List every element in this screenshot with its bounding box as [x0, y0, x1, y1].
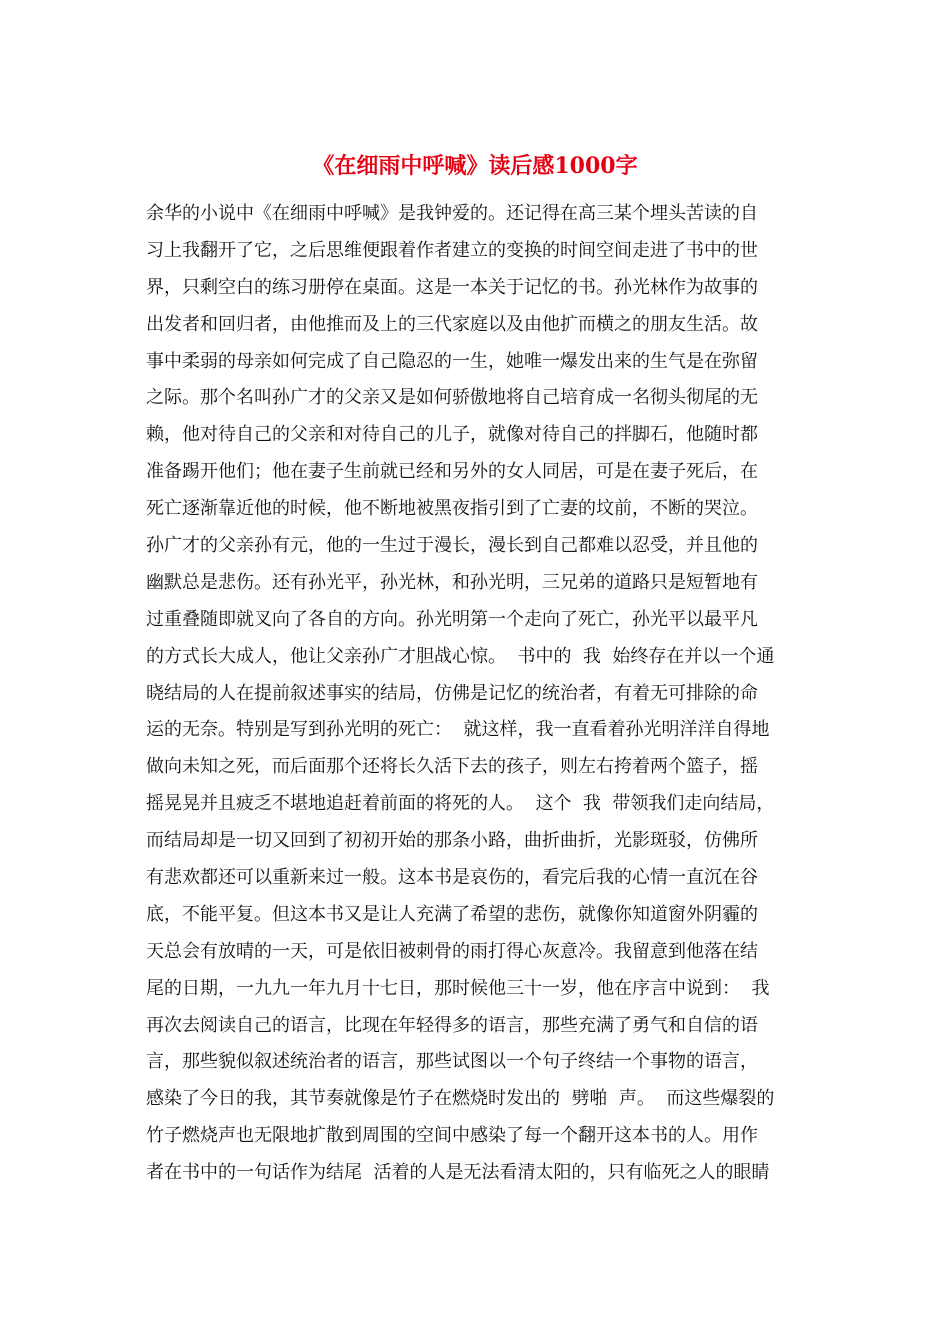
- body-text-line: 天总会有放晴的一天，可是依旧被刺骨的雨打得心灰意冷。我留意到他落在结: [146, 940, 758, 962]
- body-text-line: 的方式长大成人，他让父亲孙广才胆战心惊。 书中的 我 始终存在并以一个通: [146, 645, 775, 667]
- body-text-line: 有悲欢都还可以重新来过一般。这本书是哀伤的，看完后我的心情一直沉在谷: [146, 867, 758, 889]
- body-text-line: 竹子燃烧声也无限地扩散到周围的空间中感染了每一个翻开这本书的人。用作: [146, 1125, 758, 1147]
- body-text-line: 界，只剩空白的练习册停在桌面。这是一本关于记忆的书。孙光林作为故事的: [146, 276, 758, 298]
- body-text-line: 尾的日期，一九九一年九月十七日，那时候他三十一岁，他在序言中说到： 我: [146, 977, 770, 999]
- body-text-line: 感染了今日的我，其节奏就像是竹子在燃烧时发出的 劈啪 声。 而这些爆裂的: [146, 1088, 775, 1110]
- body-text-line: 晓结局的人在提前叙述事实的结局，仿佛是记忆的统治者，有着无可排除的命: [146, 682, 758, 704]
- body-text-line: 者在书中的一句话作为结尾 活着的人是无法看清太阳的，只有临死之人的眼睛: [146, 1162, 770, 1184]
- body-text-line: 幽默总是悲伤。还有孙光平，孙光林，和孙光明，三兄弟的道路只是短暂地有: [146, 571, 758, 593]
- body-text-line: 出发者和回归者，由他推而及上的三代家庭以及由他扩而横之的朋友生活。故: [146, 313, 758, 335]
- body-text-line: 做向未知之死，而后面那个还将长久活下去的孩子，则左右挎着两个篮子，摇: [146, 756, 758, 778]
- body-text-line: 死亡逐渐靠近他的时候，他不断地被黑夜指引到了亡妻的坟前，不断的哭泣。: [146, 498, 758, 520]
- body-text-line: 运的无奈。特别是写到孙光明的死亡： 就这样，我一直看着孙光明洋洋自得地: [146, 719, 770, 741]
- body-text-line: 言，那些貌似叙述统治者的语言，那些试图以一个句子终结一个事物的语言，: [146, 1051, 758, 1073]
- body-text-line: 准备踢开他们；他在妻子生前就已经和另外的女人同居，可是在妻子死后，在: [146, 461, 758, 483]
- body-text-line: 摇晃晃并且疲乏不堪地追赶着前面的将死的人。 这个 我 带领我们走向结局，: [146, 793, 775, 815]
- body-text-line: 习上我翻开了它，之后思维便跟着作者建立的变换的时间空间走进了书中的世: [146, 239, 758, 261]
- body-text-line: 之际。那个名叫孙广才的父亲又是如何骄傲地将自己培育成一名彻头彻尾的无: [146, 387, 758, 409]
- document-body: [146, 196, 806, 1192]
- body-text-line: 底，不能平复。但这本书又是让人充满了希望的悲伤，就像你知道窗外阴霾的: [146, 903, 758, 925]
- body-text-line: 赖，他对待自己的父亲和对待自己的儿子，就像对待自己的拌脚石，他随时都: [146, 424, 758, 446]
- document-title: 《在细雨中呼喊》读后感1000字: [312, 153, 638, 179]
- body-text-line: 过重叠随即就叉向了各自的方向。孙光明第一个走向了死亡，孙光平以最平凡: [146, 608, 758, 630]
- body-text-line: 而结局却是一切又回到了初初开始的那条小路，曲折曲折，光影斑驳，仿佛所: [146, 830, 758, 852]
- body-text-line: 事中柔弱的母亲如何完成了自己隐忍的一生，她唯一爆发出来的生气是在弥留: [146, 350, 758, 372]
- body-text-line: 孙广才的父亲孙有元，他的一生过于漫长，漫长到自己都难以忍受，并且他的: [146, 535, 758, 557]
- body-text-line: 余华的小说中《在细雨中呼喊》是我钟爱的。还记得在高三某个埋头苦读的自: [146, 203, 758, 224]
- body-text-line: 再次去阅读自己的语言，比现在年轻得多的语言，那些充满了勇气和自信的语: [146, 1014, 758, 1036]
